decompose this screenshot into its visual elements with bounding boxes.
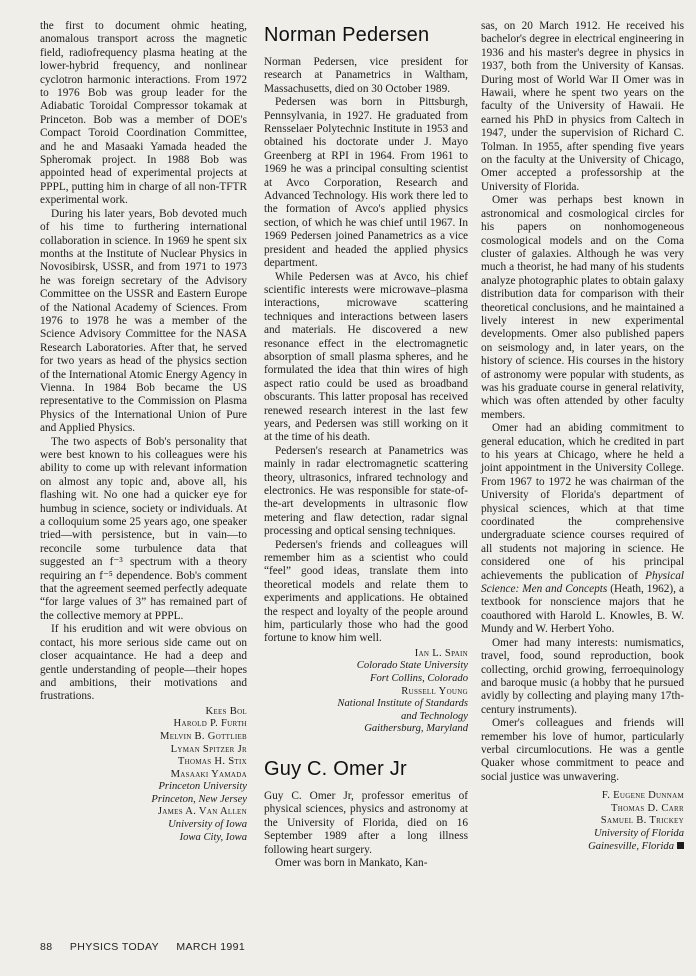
paragraph: Omer had many interests: numismatics, travel, food, sound reproduction, book collecting, orchid growing, ferroequinology and baroque music (a hobby that he pursued avidly by collecting and playing many 17th-century instruments). xyxy=(481,636,684,716)
signatory: Melvin B. Gottlieb xyxy=(160,730,247,742)
end-mark-icon xyxy=(677,842,684,849)
signatory: Samuel B. Trickey xyxy=(600,815,684,827)
affiliation: and Technology xyxy=(401,710,468,722)
paragraph: Omer was perhaps best known in astronomical and cosmological circles for his papers on nonhomogeneous cosmological models and on the Coma cluster of galaxies. Although he was very much a theorist, he had many of his students analyze photographic plates to obtain galaxy distribution data for comparison with their theoretical conclusions, and he maintained a lively interest in new experimental developments. Omer also published papers on seismology and, in later years, on the history of science. His courses in the history of astronomy were popular with students, as was his graduate course in general relativity, which was often attended by other faculty members. xyxy=(481,194,684,421)
affiliation: National Institute of Standards xyxy=(337,698,468,710)
paragraph-text: Omer had an abiding commitment to general education, which he credited in part to his years at Chicago, where he held a joint appointment in the University College. From 1967 to 1972 he was chairman of the University of Florida's department of physical sciences, which at that time coordinated the comprehensive undergraduate science courses required of all students not majoring in science. He considered one of his principal achievements the publication of xyxy=(481,422,684,582)
paragraph xyxy=(481,422,684,637)
affiliation xyxy=(481,841,684,854)
paragraph: Omer was born in Mankato, Kan- xyxy=(275,857,428,870)
signatory: Ian L. Spain xyxy=(414,647,468,659)
affiliation: Fort Collins, Colorado xyxy=(369,673,468,685)
signatory: F. Eugene Dunnam xyxy=(601,790,684,802)
signature-block xyxy=(264,648,468,736)
page-footer xyxy=(40,941,259,953)
paragraph: Pedersen's research at Panametrics was mainly in radar electromagnetic scattering theory, ultrasonics, infrared technology and electronics. He was responsible for state-of-the-art developments in ultrasonic flow metering and flaw detection, radar signal processing and optical sensing techniques. xyxy=(264,444,468,538)
column-1 xyxy=(40,20,247,844)
affiliation: University of Iowa xyxy=(168,819,247,831)
signatory: Lyman Spitzer Jr xyxy=(170,743,247,755)
paragraph: Guy C. Omer Jr, professor emeritus of physical sciences, physics and astronomy at the University of Florida, died on 16 September 1989 after a long illness following heart surgery. xyxy=(264,790,468,856)
signatory: Masaaki Yamada xyxy=(170,768,247,780)
signatory: Thomas D. Carr xyxy=(610,802,684,814)
signature-block xyxy=(40,706,247,845)
affiliation: Gaithersburg, Maryland xyxy=(364,723,468,735)
paragraph-text: (Heath, 1962), a textbook for nonscience majors that he coauthored with Harold L. Knowles, B. W. Mundy and W. Herbert Yoho. xyxy=(481,583,684,636)
paragraph: Norman Pedersen, vice president for research at Panametrics in Waltham, Massachusetts, died on 30 October 1989. xyxy=(264,56,468,95)
issue-date: MARCH 1991 xyxy=(176,941,246,953)
affiliation: Princeton University xyxy=(158,781,247,793)
paragraph: If his erudition and wit were obvious on contact, his more serious side came out on closer acquaintance. He had a deep and gentle understanding of people—their hopes and ambitions, their motivations and frustrations. xyxy=(40,623,247,703)
affiliation-text: Gainesville, Florida xyxy=(588,840,674,852)
signatory: Kees Bol xyxy=(205,705,247,717)
signatory: Harold P. Furth xyxy=(173,718,247,730)
signatory: James A. Van Allen xyxy=(157,806,247,818)
paragraph: Pedersen's friends and colleagues will remember him as a scientist who could “feel” good ideas, translate them into theoretical models and relate them to experiments and applications. He obtained the respect and loyalty of the people around him, particularly those who had the good fortune to know him well. xyxy=(264,538,468,645)
column-3 xyxy=(481,20,684,853)
paragraph: During his later years, Bob devoted much of his time to furthering international collaboration in science. In 1969 he spent six months at the Institute of Nuclear Physics in Novosibirsk, USSR, and from 1971 to 1973 he was foreign secretary of the Advisory Committee on the USSR and Eastern Europe of the National Academy of Sciences. From 1976 to 1978 he was a member of the Science Advisory Committee for the NASA Research Laboratories. After that, he served for two years as head of the physics section of the International Atomic Energy Agency in Vienna. In 1984 Bob became the US representative to the Commission on Plasma Physics of the International Union of Pure and Applied Physics. xyxy=(40,207,247,435)
paragraph: sas, on 20 March 1912. He received his bachelor's degree in electrical engineering in 1936 and his master's degree in physics in 1937, both from the University of Kansas. During most of World War II Omer was in Hawaii, where he spent two years on the faculty of the University of Hawaii. He earned his PhD in physics from Caltech in 1947, under the supervision of Richard C. Tolman. In 1955, after spending five years on the faculty at the University of Chicago, Omer accepted a professorship at the University of Florida. xyxy=(481,20,684,193)
signatory: Russell Young xyxy=(401,685,468,697)
paragraph: Omer's colleagues and friends will remember his love of humor, particularly verbal circumlocutions. He was a gentle Quaker whose commitment to peace and social justice was unwavering. xyxy=(481,717,684,783)
paragraph: The two aspects of Bob's personality that were best known to his colleagues were his ability to come up with relevant information on almost any topic and, above all, his flashing wit. No one had a quicker eye for humbug in science, society or individuals. At a colloquium some 25 years ago, one speaker tried—with persistence, but in vain—to reconcile some turbulence data that suggested an f⁻³ spectrum with a theory requiring an f⁻⁵ dependence. Bob's comment that the agreement seemed perfectly adequate “for large values of 3” has remained part of the collective memory at PPPL. xyxy=(40,435,247,622)
signatory: Thomas H. Stix xyxy=(177,756,247,768)
signature-block xyxy=(481,790,684,853)
book-title: Physical Science: Men and Concepts xyxy=(481,569,684,596)
column-2 xyxy=(264,20,468,870)
magazine-name: PHYSICS TODAY xyxy=(69,941,160,953)
page-number: 88 xyxy=(40,941,53,953)
obituary-heading: Guy C. Omer Jr xyxy=(264,758,407,781)
affiliation: University of Florida xyxy=(593,827,684,839)
affiliation: Princeton, New Jersey xyxy=(151,793,247,805)
obituary-heading: Norman Pedersen xyxy=(264,24,430,46)
paragraph: Pedersen was born in Pittsburgh, Pennsylvania, in 1927. He graduated from Rensselaer Polytechnic Institute in 1953 and obtained his doctorate under J. Mayo Greenberg at RPI in 1964. From 1961 to 1969 he was a principal consulting scientist at Avco Corporation, Research and Advanced Technology. His work there led to the formation of Avco's applied physics section, of which he was chief until 1967. In 1969 Pedersen joined Panametrics as a vice president and headed the applied physics department. xyxy=(264,96,468,270)
affiliation: Colorado State University xyxy=(356,660,468,672)
affiliation: Iowa City, Iowa xyxy=(179,831,247,843)
paragraph: the first to document ohmic heating, anomalous transport across the magnetic field, radiofrequency plasma heating at the lower-hybrid frequency, and nonlinear cyclotron harmonic interactions. From 1972 to 1976 Bob was group leader for the Adiabatic Toroidal Compressor tokamak at Princeton. Bob was a member of DOE's Compact Toroid Coordination Committee, and he and Masaaki Yamada headed the Spheromak project. In 1988 Bob was appointed head of experimental projects at PPPL, putting him in charge of all non-TFTR experimental work. xyxy=(40,20,247,207)
paragraph: While Pedersen was at Avco, his chief scientific interests were microwave–plasma interactions, microwave scattering techniques and interactions between lasers and materials. He discovered a new resonance effect in the electromagnetic absorption of small plasma spheres, and he formulated the idea that thin wires of high aspect ratio could be used as broadband obscurants. This latter proposal has received renewed research interest in the last few years, and Pedersen was still working on it at the time of his death. xyxy=(264,270,468,444)
